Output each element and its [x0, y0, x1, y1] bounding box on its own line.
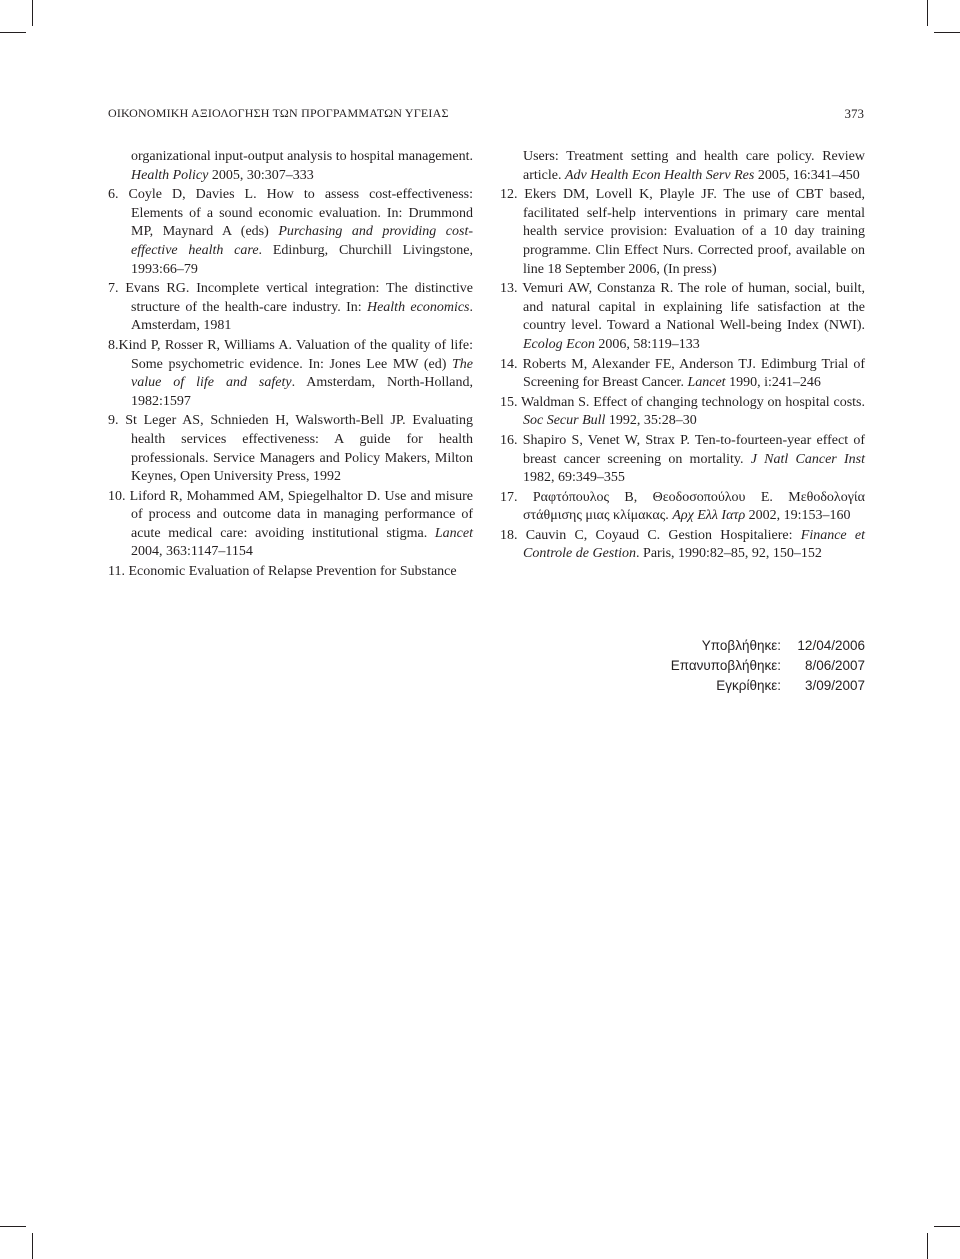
reference-text: 10. Liford R, Mohammed AM, Spiegelhaltor D. Use and misure of process and outcome data in managing performance of acute medical care: avoiding institutional stigma.	[108, 488, 473, 541]
running-title: ΟΙΚΟΝΟΜΙΚΗ ΑΞΙΟΛΟΓΗΣΗ ΤΩΝ ΠΡΟΓΡΑΜΜΑΤΩΝ ΥΓΕΙΑΣ	[108, 106, 449, 120]
reference-text: 15. Waldman S. Effect of changing technology on hospital costs.	[500, 394, 865, 410]
reference-entry	[108, 186, 473, 279]
reference-source: Αρχ Ελλ Ιατρ	[672, 508, 746, 524]
reference-source: Lancet	[434, 525, 473, 541]
date-row	[671, 656, 865, 676]
reference-source: Finance et Controle de Gestion	[523, 527, 866, 562]
reference-text: . Amsterdam, 1981	[131, 299, 473, 334]
reference-text: 11. Economic Evaluation of Relapse Prevention for Substance	[108, 564, 457, 580]
reference-entry	[500, 527, 865, 564]
reference-entry	[500, 280, 865, 354]
date-label: Εγκρίθηκε:	[716, 678, 781, 693]
date-value: 12/04/2006	[797, 638, 865, 653]
crop-mark-top-right	[927, 0, 928, 26]
reference-source: Lancet	[687, 375, 726, 391]
references-left-column	[108, 148, 473, 583]
reference-entry	[108, 337, 473, 411]
page-number: 373	[844, 106, 864, 121]
reference-text: 1982, 69:349–355	[523, 470, 625, 486]
reference-text: 8.Kind P, Rosser R, Williams A. Valuation of the quality of life: Some psychometric evidence. In: Jones Lee MW (ed)	[108, 337, 473, 372]
crop-mark-top-left	[32, 0, 33, 26]
crop-mark-bottom-left	[32, 1233, 33, 1259]
reference-entry	[108, 488, 473, 562]
reference-text: 1990, i:241–246	[725, 375, 821, 391]
reference-text: 2005, 30:307–333	[208, 167, 314, 183]
reference-source: Health economics	[366, 299, 470, 315]
crop-mark-top-right-h	[934, 32, 960, 33]
reference-source: Ecolog Econ	[523, 336, 595, 352]
reference-text: 2004, 363:1147–1154	[131, 544, 253, 560]
reference-text: . Paris, 1990:82–85, 92, 150–152	[636, 546, 822, 562]
reference-text: Users: Treatment setting and health care policy. Review article.	[523, 149, 865, 183]
reference-text: 2005, 16:341–450	[754, 167, 860, 183]
reference-source: Purchasing and providing cost-effective health care	[131, 224, 474, 258]
reference-entry	[500, 394, 865, 431]
reference-text: 16. Shapiro S, Venet W, Strax P. Ten-to-fourteen-year effect of breast cancer screening on mortality.	[500, 432, 865, 467]
reference-text: 17. Ραφτόπουλος Β, Θεοδοσοπούλου Ε. Μεθοδολογία στάθμισης μιας κλίμακας.	[500, 489, 865, 524]
reference-entry	[500, 186, 865, 279]
date-label: Επανυποβλήθηκε:	[670, 658, 781, 673]
date-label: Υποβλήθηκε:	[701, 638, 781, 653]
date-row	[671, 676, 865, 696]
date-row	[671, 636, 865, 656]
reference-entry	[108, 280, 473, 336]
reference-source: The value of life and safety	[131, 356, 473, 391]
reference-text: . Amsterdam, North-Holland, 1982:1597	[131, 375, 473, 409]
date-value: 8/06/2007	[804, 658, 865, 673]
reference-text: 13. Vemuri AW, Constanza R. The role of human, social, built, and natural capital in explaining life satisfaction at the country level. Toward a National Well-being Index (NWI).	[500, 281, 865, 334]
crop-mark-bottom-left-h	[0, 1226, 26, 1227]
reference-entry	[108, 148, 473, 185]
reference-text: 7. Evans RG. Incomplete vertical integration: The distinctive structure of the health-care industry. In:	[108, 281, 473, 315]
reference-text: 12. Ekers DM, Lovell K, Playle JF. The use of CBT based, facilitated self-help interventions in primary care mental health service provision: Evaluation of a 10 day training programme. Clin Effect Nurs. Corrected proof, available on line 18 September 2006, (In press)	[500, 187, 865, 277]
reference-text: 1992, 35:28–30	[605, 413, 697, 429]
reference-entry	[500, 432, 865, 488]
reference-source: Health Policy	[131, 167, 209, 183]
reference-entry	[108, 412, 473, 486]
reference-entry	[500, 489, 865, 526]
references-right-column	[500, 148, 865, 565]
reference-text: 18. Cauvin C, Coyaud C. Gestion Hospitaliere:	[500, 527, 801, 543]
reference-text: . Edinburg, Churchill Livingstone, 1993:66–79	[131, 242, 473, 277]
reference-text: 2006, 58:119–133	[594, 336, 700, 352]
date-value: 3/09/2007	[804, 678, 865, 693]
reference-text: organizational input-output analysis to hospital management.	[131, 149, 473, 164]
reference-entry	[500, 356, 865, 393]
reference-text: 9. St Leger AS, Schnieden H, Walsworth-Bell JP. Evaluating health services effectiveness: A guide for health professionals. Service Managers and Policy Makers, Milton Keynes, Open University Press, 1992	[108, 413, 473, 485]
reference-source: J Natl Cancer Inst	[750, 451, 865, 467]
crop-mark-bottom-right	[927, 1233, 928, 1259]
crop-mark-top-left-h	[0, 32, 26, 33]
reference-text: 14. Roberts M, Alexander FE, Anderson TJ. Edimburg Trial of Screening for Breast Cancer.	[500, 356, 865, 391]
reference-text: 6. Coyle D, Davies L. How to assess cost-effectiveness: Elements of a sound economic evaluation. In: Drummond MP, Maynard A (eds)	[108, 187, 473, 240]
reference-text: 2002, 19:153–160	[745, 508, 851, 524]
reference-source: Adv Health Econ Health Serv Res	[564, 167, 755, 183]
reference-source: Soc Secur Bull	[523, 413, 606, 429]
reference-entry	[500, 148, 865, 185]
crop-mark-bottom-right-h	[934, 1226, 960, 1227]
reference-entry	[108, 563, 473, 582]
submission-dates	[671, 636, 865, 696]
